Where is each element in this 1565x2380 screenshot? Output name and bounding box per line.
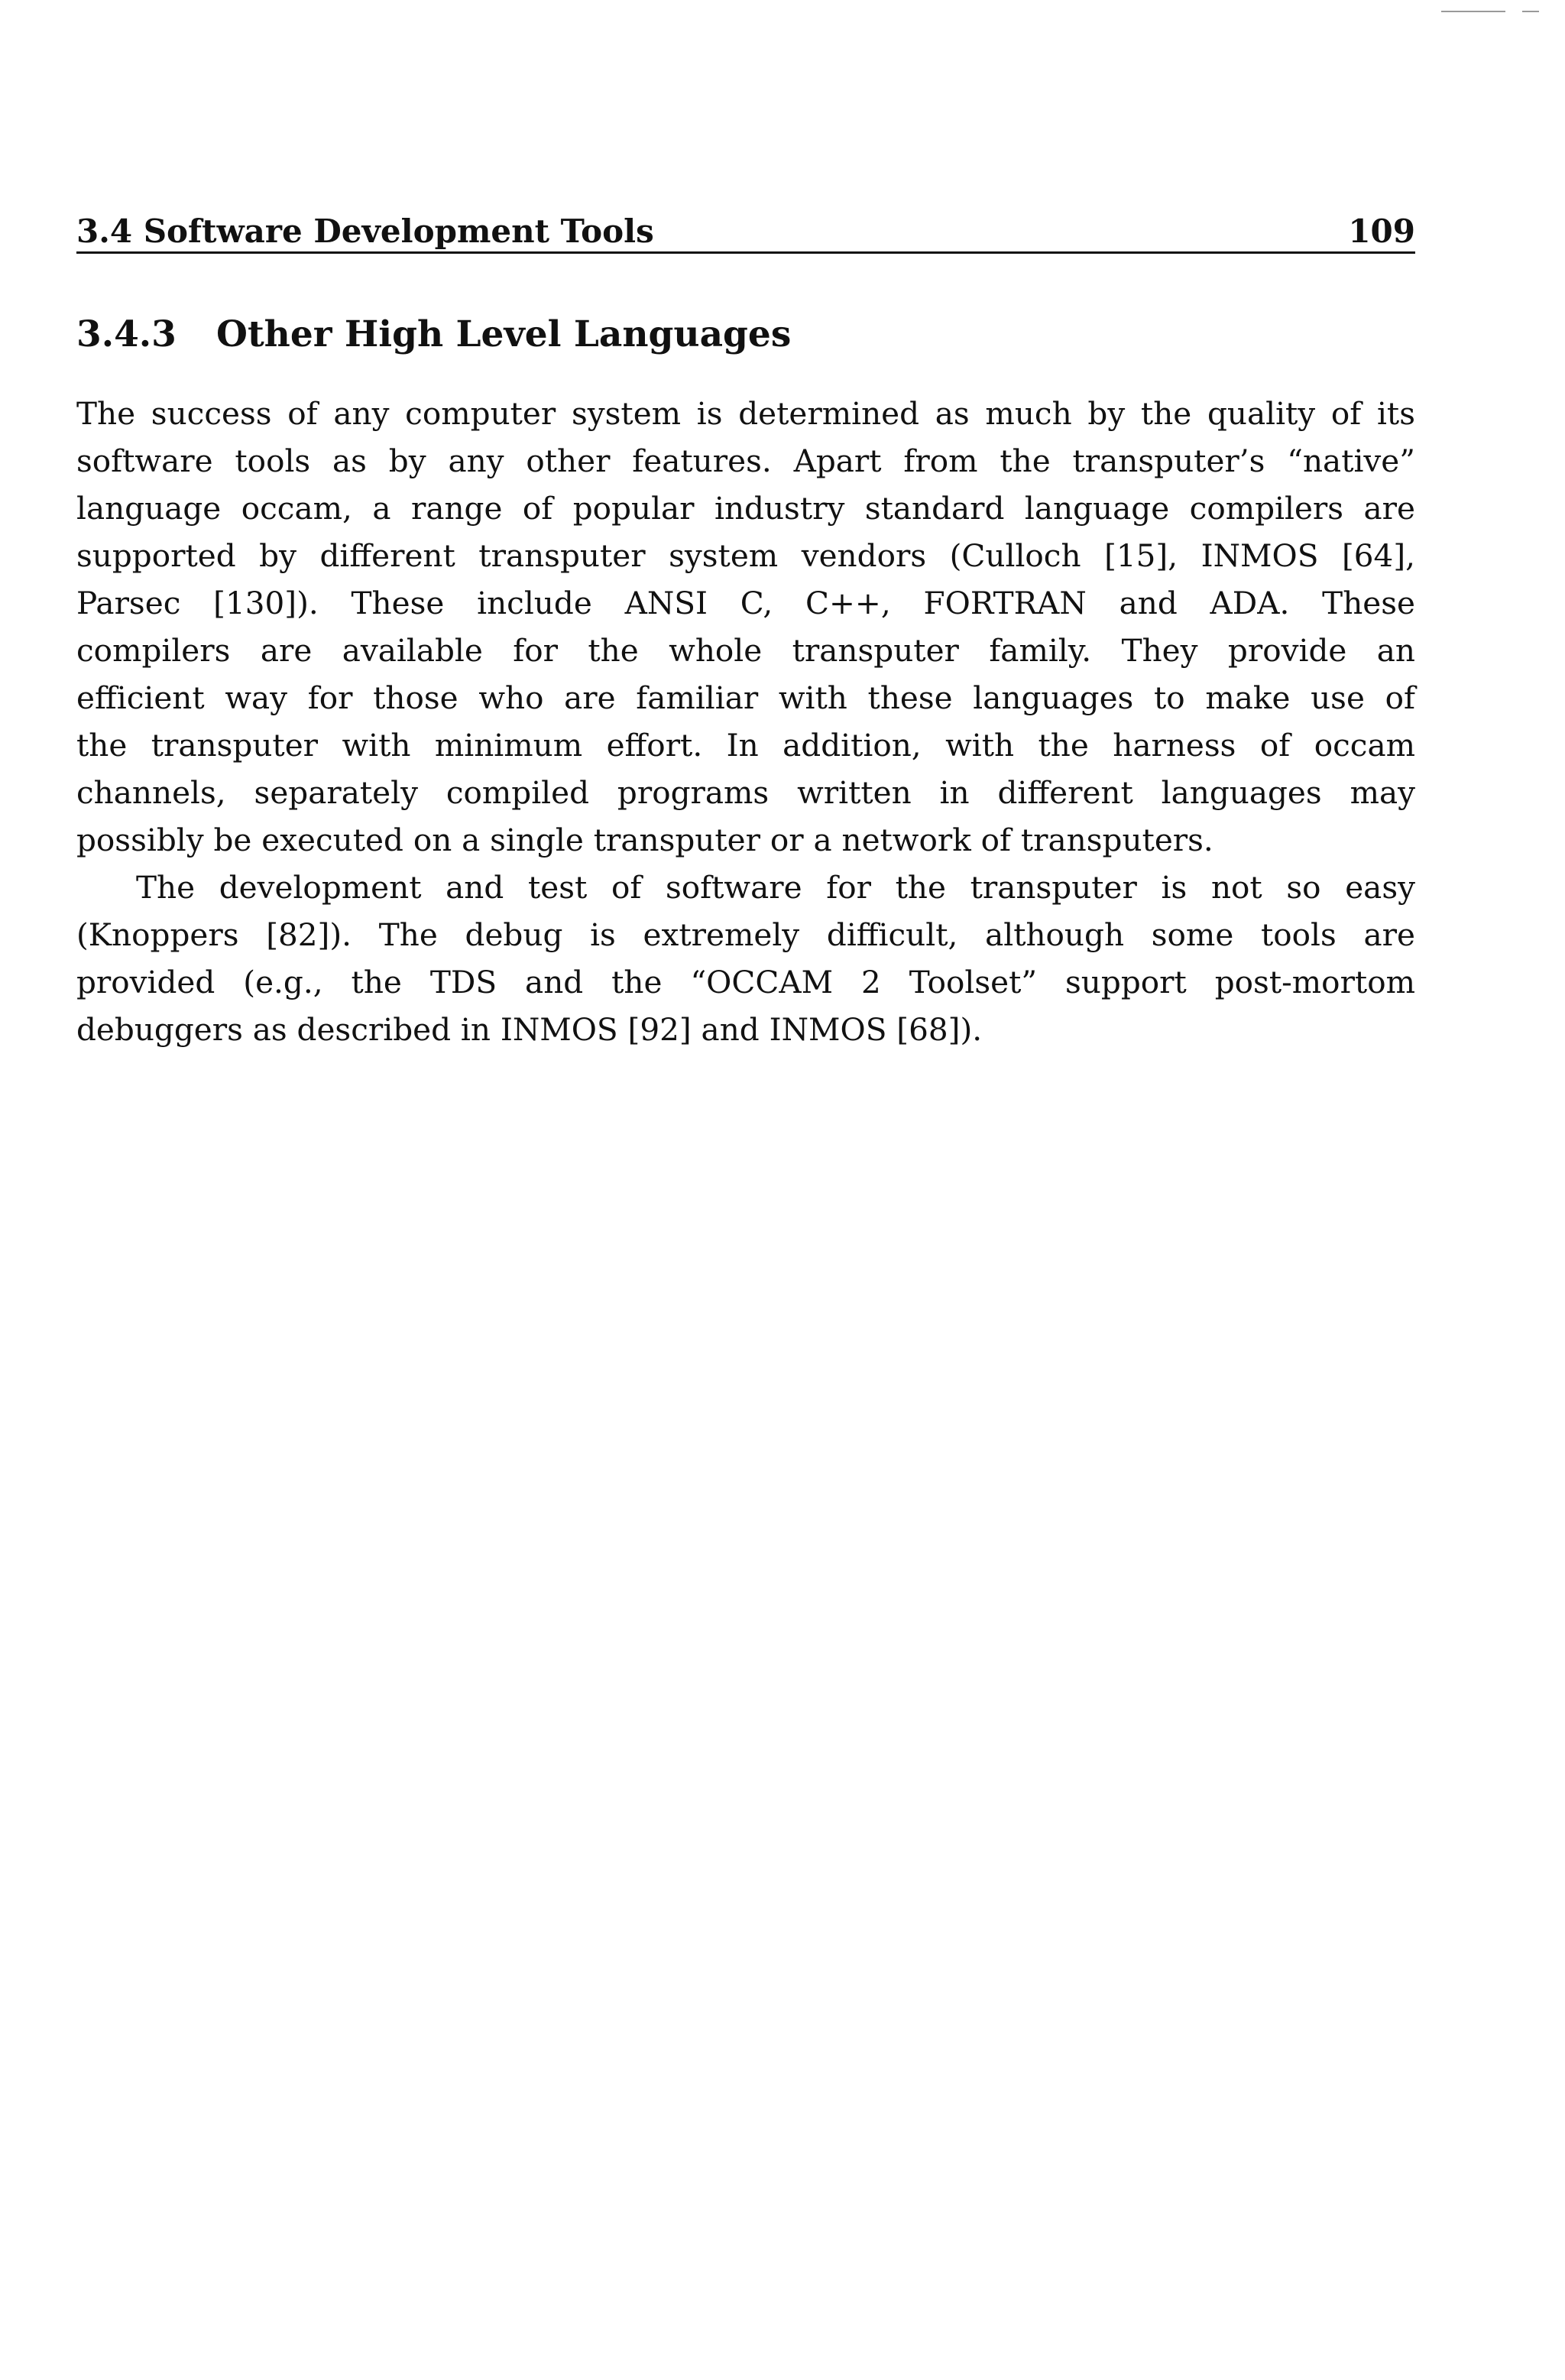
text-line: software tools as by any other features. Apart from the transputer’s “native”: [76, 443, 1415, 479]
section-title: Other High Level Languages: [216, 313, 792, 355]
running-head-title: 3.4 Software Development Tools: [76, 212, 654, 250]
running-head: [76, 200, 1415, 248]
text-line: The development and test of software for the transputer is not so easy: [136, 869, 1415, 906]
paragraph: [76, 864, 1415, 1053]
text-line: (Knoppers [82]). The debug is extremely difficult, although some tools are: [76, 916, 1415, 953]
text-line: the transputer with minimum effort. In addition, with the harness of occam: [76, 727, 1415, 764]
text-line: The success of any computer system is determined as much by the quality of its: [76, 395, 1415, 432]
text-line: compilers are available for the whole transputer family. They provide an: [76, 632, 1415, 669]
header-rule: [76, 251, 1415, 254]
section-heading: [76, 315, 791, 355]
scan-artifact-line: [1522, 11, 1539, 12]
text-line: provided (e.g., the TDS and the “OCCAM 2 Toolset” support post-mortom: [76, 964, 1415, 1000]
page-number: 109: [1348, 212, 1415, 250]
text-line: Parsec [130]). These include ANSI C, C++, FORTRAN and ADA. These: [76, 585, 1415, 621]
text-line: language occam, a range of popular industry standard language compilers are: [76, 490, 1415, 527]
section-number: 3.4.3: [76, 313, 177, 355]
text-line: possibly be executed on a single transputer or a network of transputers.: [76, 822, 1213, 858]
text-line: channels, separately compiled programs written in different languages may: [76, 774, 1415, 811]
paragraph: [76, 390, 1415, 864]
text-line: debuggers as described in INMOS [92] and INMOS [68]).: [76, 1011, 983, 1048]
text-line: supported by different transputer system vendors (Culloch [15], INMOS [64],: [76, 537, 1415, 574]
text-line: efficient way for those who are familiar with these languages to make use of: [76, 679, 1415, 716]
body-text: [76, 390, 1415, 1053]
scan-artifact-line: [1441, 11, 1505, 12]
